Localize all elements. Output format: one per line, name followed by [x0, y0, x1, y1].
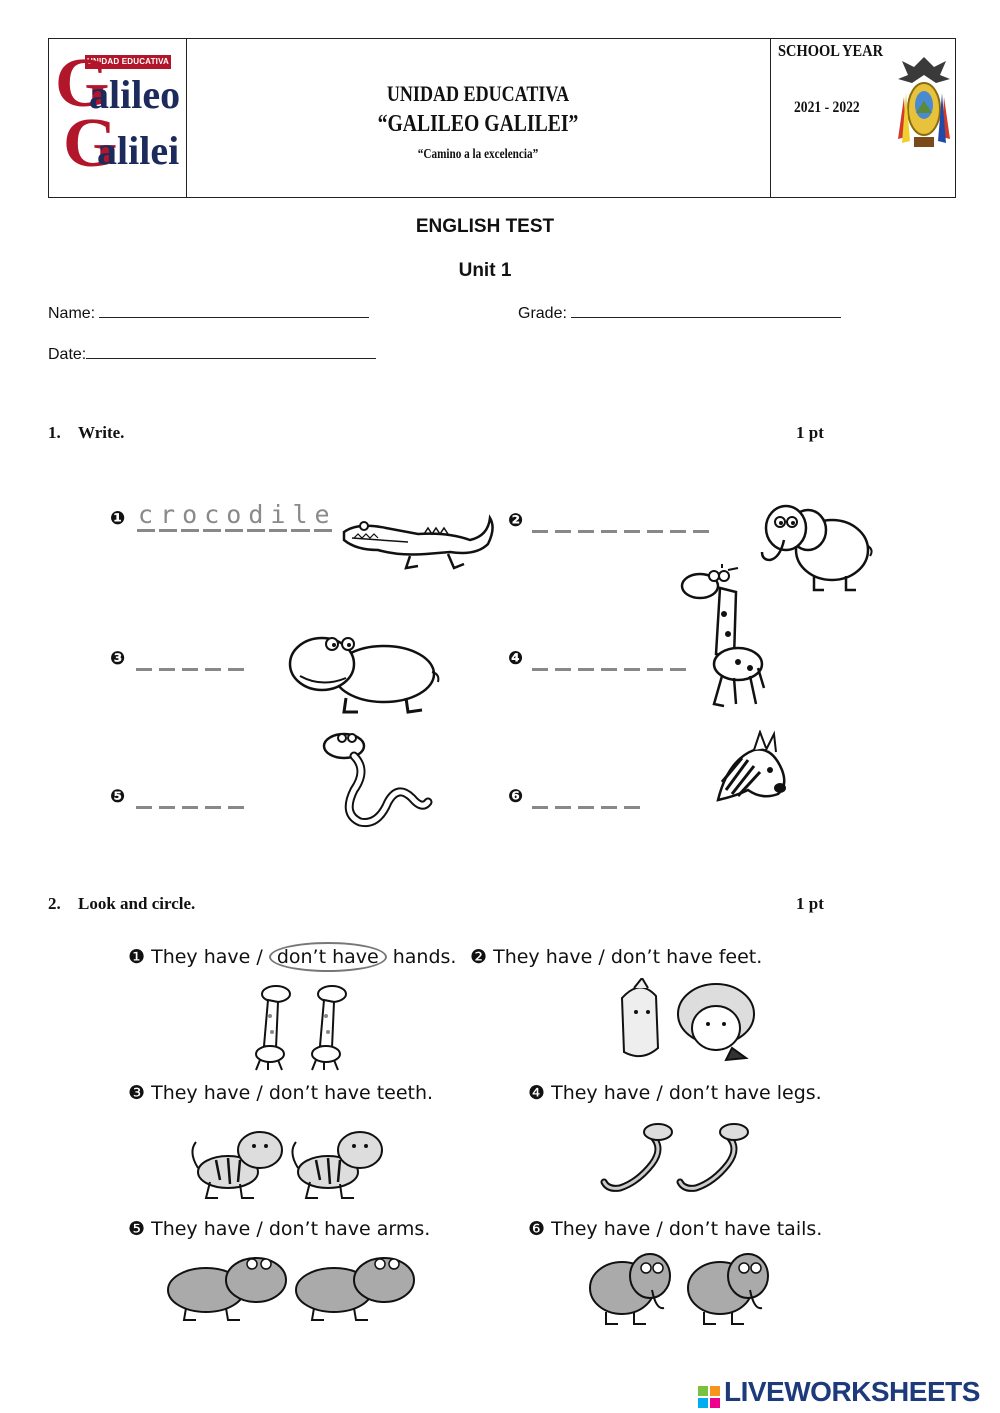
write-item-4-blanks[interactable] — [532, 668, 686, 671]
section1-points: 1 pt — [796, 423, 824, 442]
date-label: Date: — [48, 346, 87, 363]
section2-number: 2. — [48, 894, 61, 913]
circle-item-4-text[interactable]: They have / don’t have legs. — [551, 1082, 822, 1104]
answer-text: c r o c o d i l e — [136, 500, 337, 529]
crocodile-icon — [338, 510, 498, 574]
write-item-2-blanks[interactable] — [532, 530, 709, 533]
circle-item-5-number: ❺ — [128, 1218, 146, 1240]
school-year-label: SCHOOL YEAR — [778, 41, 884, 60]
write-item-6-number: ❻ — [508, 786, 524, 806]
section1-number: 1. — [48, 423, 61, 442]
test-title: ENGLISH TEST — [415, 216, 555, 237]
brand-logo — [698, 1376, 980, 1408]
logo-initial-2: G — [63, 105, 118, 182]
name-blank[interactable] — [99, 303, 369, 318]
circle-item-1-choice[interactable]: don’t have — [269, 942, 387, 972]
grade-blank[interactable] — [571, 303, 841, 318]
write-item-3-number: ❸ — [110, 648, 126, 668]
coat-of-arms-icon — [896, 53, 952, 157]
circle-item-2-text[interactable]: They have / don’t have feet. — [493, 946, 763, 968]
unit-title: Unit 1 — [458, 260, 512, 281]
school-year-value: 2021 - 2022 — [794, 99, 860, 116]
write-item-5-blanks[interactable] — [136, 806, 244, 809]
zebra-icon — [708, 730, 792, 810]
section2-points: 1 pt — [796, 894, 824, 913]
circle-item-1-after: hands. — [386, 946, 457, 968]
circle-item-5 — [128, 1218, 430, 1240]
grade-field[interactable] — [518, 303, 841, 323]
school-header — [48, 38, 956, 198]
circle-item-3 — [128, 1082, 433, 1104]
logo-word-1: alileo — [89, 72, 181, 117]
elephants-icon — [586, 1246, 786, 1326]
circle-item-2 — [470, 946, 762, 968]
grade-label: Grade: — [518, 305, 567, 322]
school-motto: “Camino a la excelencia” — [417, 147, 539, 162]
date-blank[interactable] — [86, 344, 376, 359]
section1-heading: Write. — [78, 423, 125, 442]
school-name-line2: “GALILEO GALILEI” — [377, 111, 579, 137]
hippos-icon — [156, 1250, 420, 1322]
write-item-3-blanks[interactable] — [136, 668, 244, 671]
write-item-5-number: ❺ — [110, 786, 126, 806]
logo-band: UNIDAD EDUCATIVA — [85, 55, 171, 69]
school-year-block — [770, 39, 955, 197]
school-logo — [49, 39, 187, 197]
name-field[interactable] — [48, 303, 369, 323]
giraffe-icon — [678, 564, 774, 712]
giraffes-icon — [246, 976, 366, 1072]
circle-item-6-number: ❻ — [528, 1218, 546, 1240]
circle-item-3-text[interactable]: They have / don’t have teeth. — [151, 1082, 434, 1104]
people-faces-icon — [612, 978, 758, 1064]
school-name-line1: UNIDAD EDUCATIVA — [386, 81, 570, 106]
circle-item-2-number: ❷ — [470, 946, 488, 968]
write-item-1-answer[interactable] — [136, 500, 341, 529]
circle-item-5-text[interactable]: They have / don’t have arms. — [151, 1218, 431, 1240]
circle-item-6-text[interactable]: They have / don’t have tails. — [551, 1218, 823, 1240]
school-title-block — [186, 39, 771, 197]
write-item-6-blanks[interactable] — [532, 806, 640, 809]
circle-item-3-number: ❸ — [128, 1082, 146, 1104]
circle-item-1-number: ❶ — [128, 946, 146, 968]
circle-item-1 — [128, 946, 456, 968]
circle-item-1-before: They have / — [151, 946, 269, 968]
brand-text: LIVEWORKSHEETS — [724, 1376, 980, 1407]
snakes-icon — [598, 1122, 754, 1198]
logo-initial-1: G — [55, 45, 110, 122]
tigers-icon — [188, 1122, 394, 1204]
write-item-1-number: ❶ — [110, 508, 126, 528]
liveworksheets-logo-icon — [698, 1386, 720, 1408]
circle-item-4 — [528, 1082, 822, 1104]
hippo-icon — [286, 626, 446, 718]
section2-heading: Look and circle. — [78, 894, 196, 913]
circle-item-6 — [528, 1218, 822, 1240]
write-item-2-number: ❷ — [508, 510, 524, 530]
name-label: Name: — [48, 305, 96, 322]
logo-word-2: alilei — [97, 128, 180, 173]
circle-item-4-number: ❹ — [528, 1082, 546, 1104]
date-field[interactable] — [48, 344, 376, 364]
write-item-4-number: ❹ — [508, 648, 524, 668]
snake-icon — [318, 730, 434, 830]
